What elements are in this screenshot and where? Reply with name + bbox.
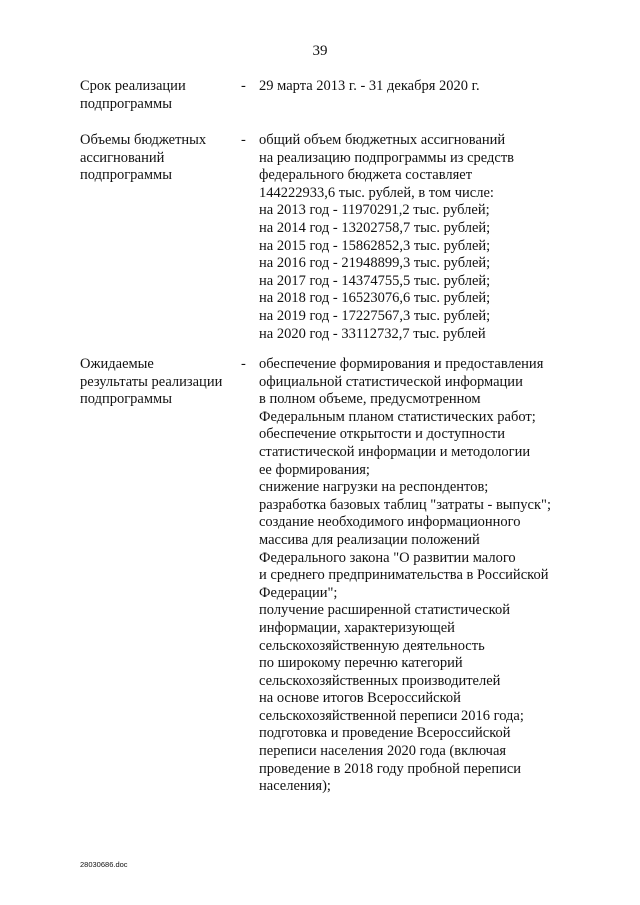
page-number: 39 <box>312 43 328 59</box>
content-line: официальной статистической информации <box>259 373 523 390</box>
content-line: разработка базовых таблиц "затраты - выпуск"; <box>259 496 551 513</box>
label-line: результаты реализации <box>80 373 223 390</box>
content-line: и среднего предпринимательства в Российской <box>259 567 549 584</box>
content-line: переписи населения 2020 года (включая <box>259 743 507 760</box>
section-content <box>259 132 589 343</box>
content-line: Федерального закона "О развитии малого <box>259 549 516 566</box>
content-line: ее формирования; <box>259 461 370 478</box>
content-line: в полном объеме, предусмотренном <box>259 391 481 408</box>
section-label <box>80 78 240 113</box>
content-line: населения); <box>259 778 331 795</box>
content-line: сельскохозяйственной переписи 2016 года; <box>259 707 524 724</box>
section-content <box>259 78 589 96</box>
content-line: массива для реализации положений <box>259 531 480 548</box>
label-line: Объемы бюджетных <box>80 132 207 148</box>
label-line: подпрограммы <box>80 167 172 184</box>
content-line: на 2017 год - 14374755,5 тыс. рублей; <box>259 272 491 289</box>
content-line: общий объем бюджетных ассигнований <box>259 132 506 148</box>
content-line: на 2019 год - 17227567,3 тыс. рублей; <box>259 307 491 324</box>
content-line: получение расширенной статистической <box>259 602 510 619</box>
content-line: 144222933,6 тыс. рублей, в том числе: <box>259 184 494 201</box>
content-line: на 2015 год - 15862852,3 тыс. рублей; <box>259 237 491 254</box>
content-line: сельскохозяйственную деятельность <box>259 637 485 654</box>
content-line: статистической информации и методологии <box>259 443 531 460</box>
content-line: на 2020 год - 33112732,7 тыс. рублей <box>259 325 486 342</box>
content-line: сельскохозяйственных производителей <box>259 672 501 689</box>
label-line: Ожидаемые <box>80 356 154 372</box>
content-line: федерального бюджета составляет <box>259 167 473 184</box>
content-line: подготовка и проведение Всероссийской <box>259 725 511 742</box>
content-line: Федерации"; <box>259 584 338 601</box>
content-line: проведение в 2018 году пробной переписи <box>259 760 522 777</box>
content-line: на основе итогов Всероссийской <box>259 690 461 707</box>
content-line: на 2014 год - 13202758,7 тыс. рублей; <box>259 219 491 236</box>
content-line: снижение нагрузки на респондентов; <box>259 479 489 496</box>
content-line: информации, характеризующей <box>259 619 455 636</box>
section-dash: - <box>241 132 246 148</box>
label-line: подпрограммы <box>80 95 172 112</box>
content-line: на 2018 год - 16523076,6 тыс. рублей; <box>259 290 491 307</box>
label-line: ассигнований <box>80 149 165 166</box>
content-line: 29 марта 2013 г. - 31 декабря 2020 г. <box>259 78 480 94</box>
content-line: по широкому перечню категорий <box>259 655 463 672</box>
section-dash: - <box>241 356 246 372</box>
document-file-name: 28030686.doc <box>80 860 128 869</box>
content-line: Федеральным планом статистических работ; <box>259 408 536 425</box>
content-line: обеспечение формирования и предоставления <box>259 356 544 372</box>
label-line: Срок реализации <box>80 78 186 94</box>
section-label <box>80 132 240 185</box>
section-dash: - <box>241 78 246 94</box>
content-line: на 2016 год - 21948899,3 тыс. рублей; <box>259 255 491 272</box>
content-line: на 2013 год - 11970291,2 тыс. рублей; <box>259 202 490 219</box>
section-label <box>80 356 240 409</box>
content-line: обеспечение открытости и доступности <box>259 426 506 443</box>
content-line: на реализацию подпрограммы из средств <box>259 149 515 166</box>
section-content <box>259 356 589 796</box>
label-line: подпрограммы <box>80 391 172 408</box>
content-line: создание необходимого информационного <box>259 514 521 531</box>
